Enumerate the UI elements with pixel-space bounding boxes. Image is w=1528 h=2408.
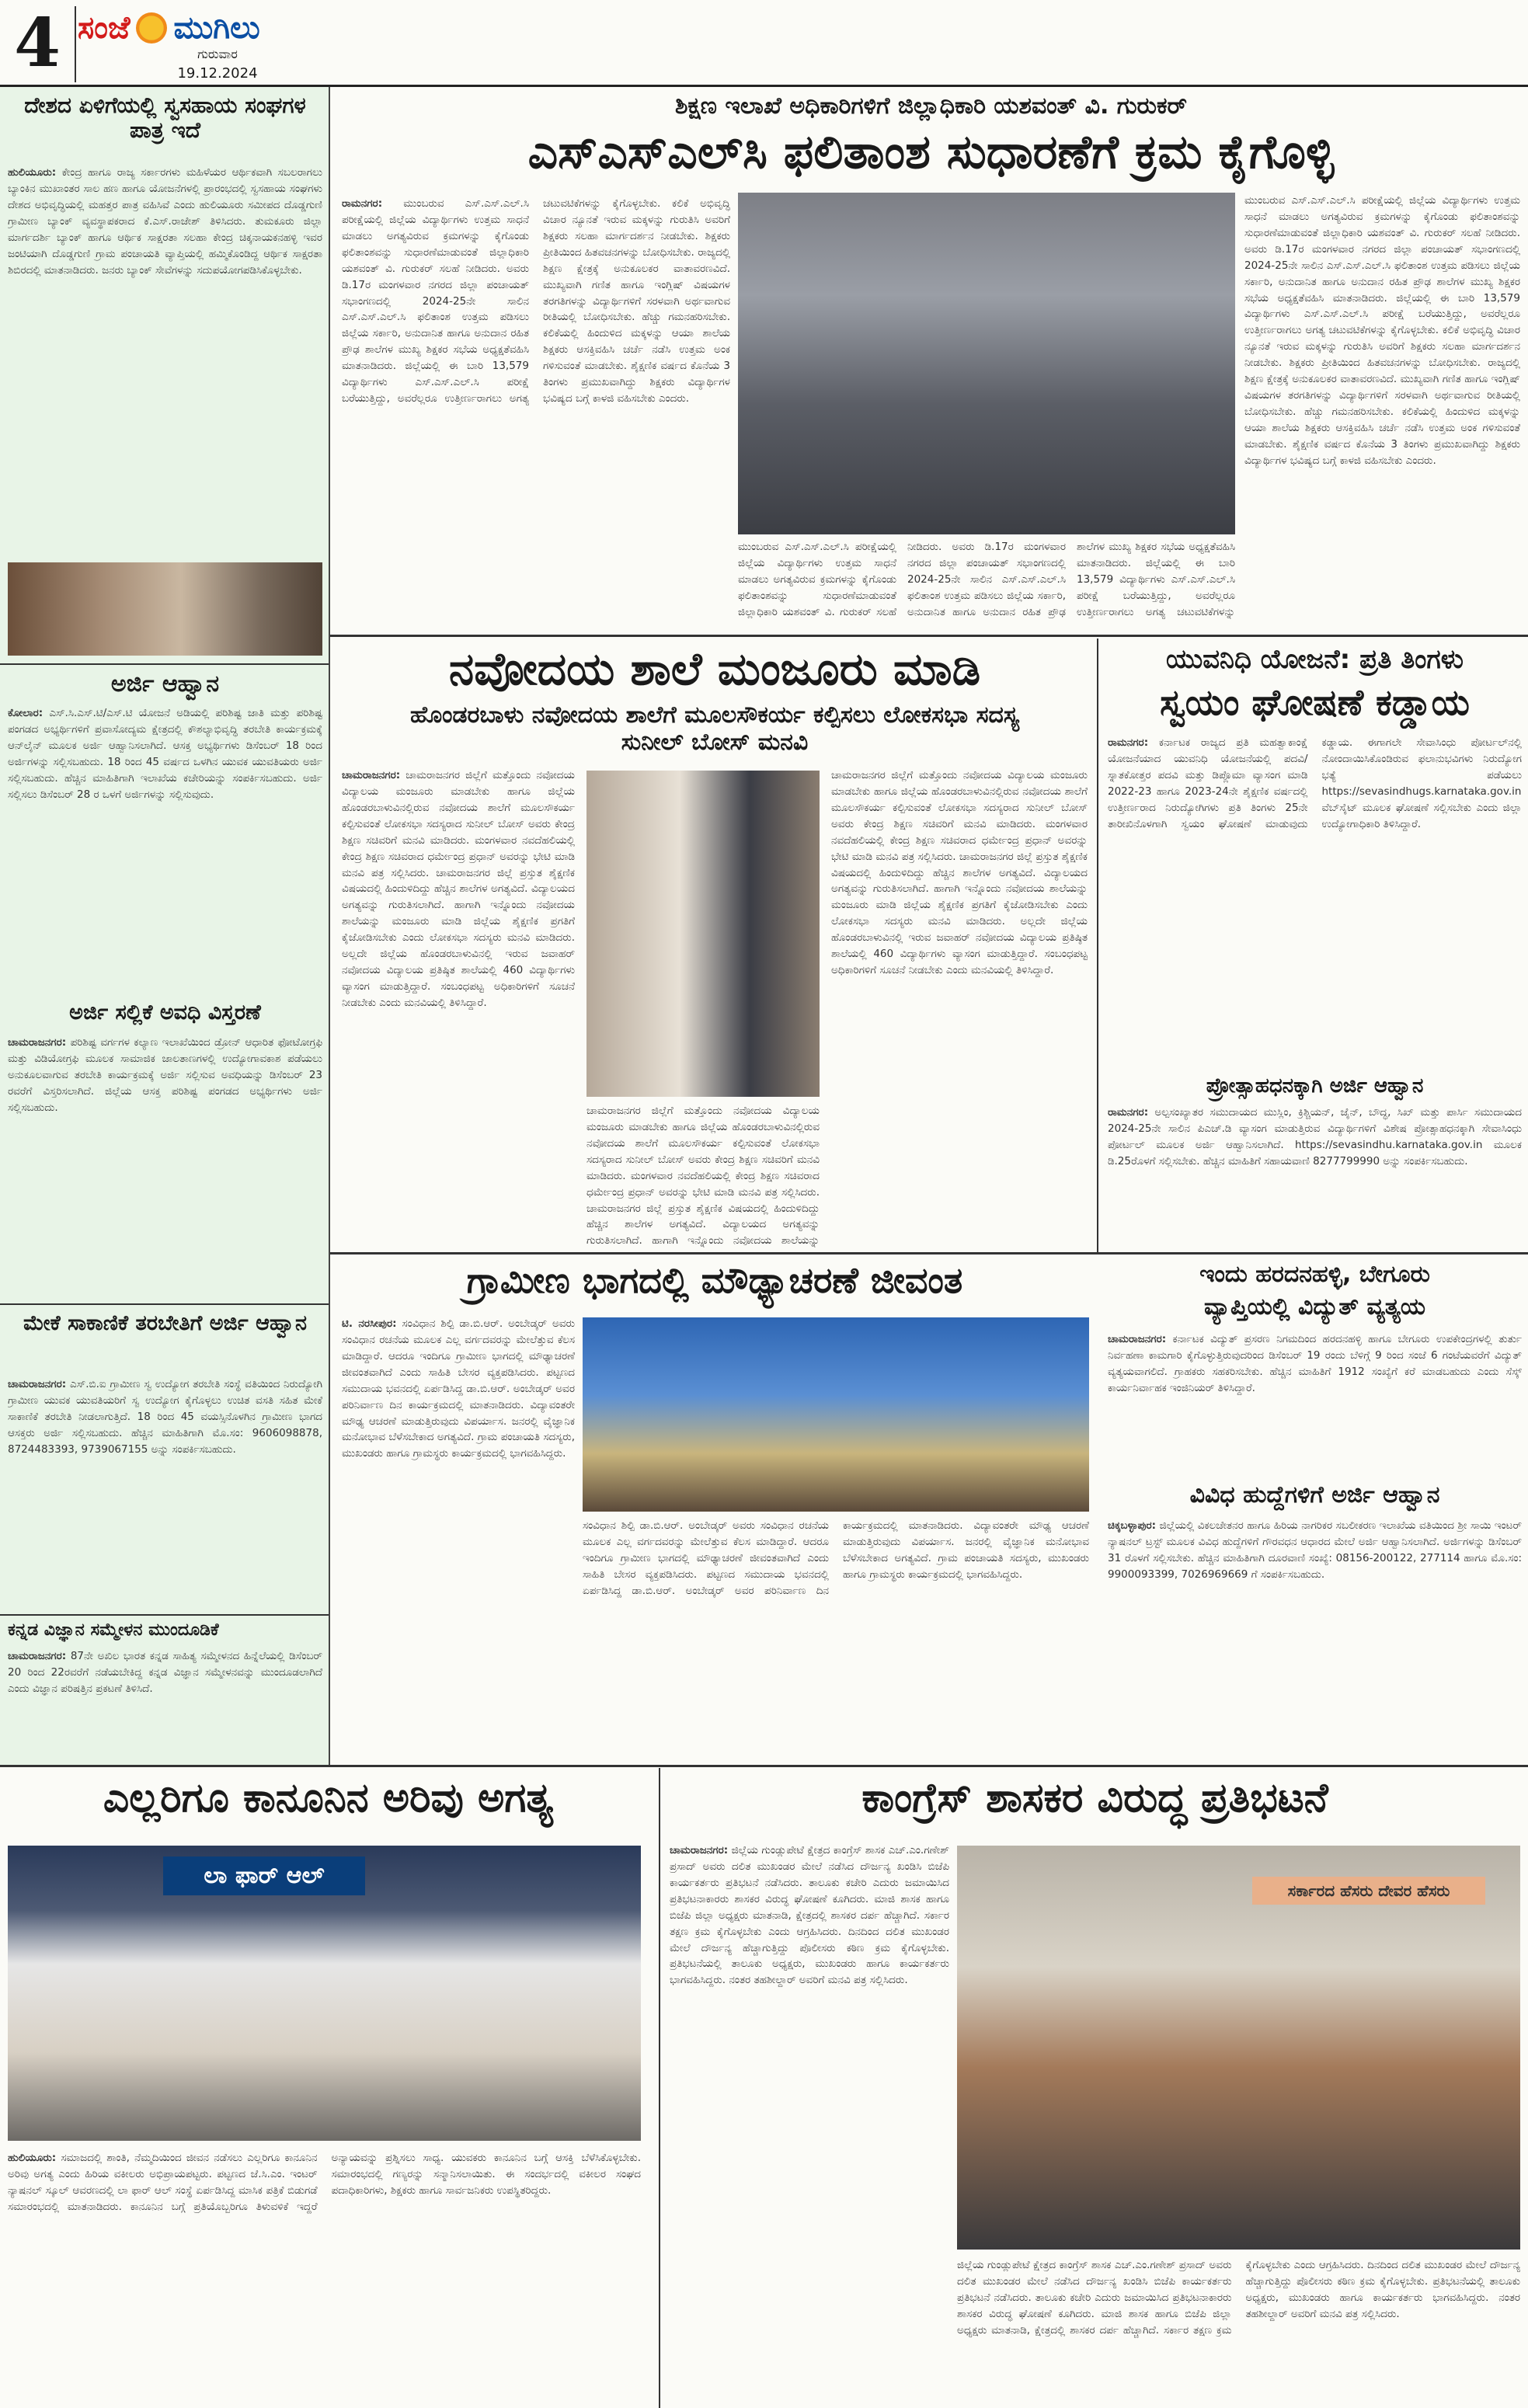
headline-line-1: ಇಂದು ಹರದನಹಳ್ಳಿ, ಬೇಗೂರು xyxy=(1199,1261,1430,1288)
divider xyxy=(1097,639,1098,1252)
headline-line-2: ಸ್ವಯಂ ಘೋಷಣೆ ಕಡ್ಡಾಯ xyxy=(1160,682,1470,723)
logo-word-2: ಮುಗಿಲು xyxy=(173,10,260,46)
article-body: 87ನೇ ಅಖಿಲ ಭಾರತ ಕನ್ನಡ ಸಾಹಿತ್ಯ ಸಮ್ಮೇಳನದ ಹಿನ್ನೆಲೆಯಲ್ಲಿ ಡಿಸೆಂಬರ್ 20 ರಿಂದ 22ರವರೆಗೆ ನಡೆಯಬೇಕಿದ್ದ ಕನ್ನಡ ವಿಜ್ಞಾನ ಸಮ್ಮೇಳನವನ್ನು ಮುಂದೂಡಲಾಗಿದೆ ಎಂದು ವಿಜ್ಞಾನ ಪರಿಷತ್ತಿನ ಪ್ರಕಟಣೆ ತಿಳಿಸಿದೆ. xyxy=(8,1650,322,1695)
divider xyxy=(0,1765,1528,1767)
article-body: ಮುಂಬರುವ ಎಸ್.ಎಸ್.ಎಲ್.ಸಿ ಪರೀಕ್ಷೆಯಲ್ಲಿ ಜಿಲ್ಲೆಯ ವಿದ್ಯಾರ್ಥಿಗಳು ಉತ್ತಮ ಸಾಧನೆ ಮಾಡಲು ಅಗತ್ಯವಿರುವ ಕ್ರಮಗಳನ್ನು ಕೈಗೊಂಡು ಫಲಿತಾಂಶವನ್ನು ಸುಧಾರಣೆಮಾಡುವಂತೆ ಜಿಲ್ಲಾಧಿಕಾರಿ ಯಶವಂತ್ ವಿ. ಗುರುಕರ್ ಸಲಹೆ ನೀಡಿದರು. ಅವರು ಡಿ.17ರ ಮಂಗಳವಾರ ನಗರದ ಜಿಲ್ಲಾ ಪಂಚಾಯತ್ ಸಭಾಂಗಣದಲ್ಲಿ 2024-25ನೇ ಸಾಲಿನ ಎಸ್.ಎಸ್.ಎಲ್.ಸಿ ಫಲಿತಾಂಶ ಉತ್ತಮ ಪಡಿಸಲು ಜಿಲ್ಲೆಯ ಸರ್ಕಾರಿ, ಅನುದಾನಿತ ಹಾಗೂ ಅನುದಾನ ರಹಿತ ಪ್ರೌಢ ಶಾಲೆಗಳ ಮುಖ್ಯ ಶಿಕ್ಷಕರ ಸಭೆಯ ಅಧ್ಯಕ್ಷತೆವಹಿಸಿ ಮಾತನಾಡಿದರು. ಜಿಲ್ಲೆಯಲ್ಲಿ ಈ ಬಾರಿ 13,579 ವಿದ್ಯಾರ್ಥಿಗಳು ಎಸ್.ಎಸ್.ಎಲ್.ಸಿ ಪರೀಕ್ಷೆ ಬರೆಯುತ್ತಿದ್ದು, ಅವರೆಲ್ಲರೂ ಉತ್ತೀರ್ಣರಾಗಲು ಅಗತ್ಯ ಚಟುವಟಿಕೆಗಳನ್ನು ಕೈಗೊಳ್ಳಬೇಕು. ಕಲಿಕೆ ಅಭಿವೃದ್ಧಿ ವಿಚಾರ ನ್ಯೂನತೆ ಇರುವ ಮಕ್ಕಳನ್ನು ಗುರುತಿಸಿ ಅವರಿಗೆ ಶಿಕ್ಷಕರು ಸಲಹಾ ಮಾರ್ಗದರ್ಶನ ನೀಡಬೇಕು. ಶಿಕ್ಷಕರು ಪ್ರೀತಿಯಿಂದ ಹಿತವಚನಗಳನ್ನು ಬೋಧಿಸಬೇಕು. ರಾಜ್ಯದಲ್ಲಿ ಶಿಕ್ಷಣ ಕ್ಷೇತ್ರಕ್ಕೆ ಅನುಕೂಲಕರ ವಾತಾವರಣವಿದೆ. ಮುಖ್ಯವಾಗಿ ಗಣಿತ ಹಾಗೂ ಇಂಗ್ಲಿಷ್ ವಿಷಯಗಳ ತರಗತಿಗಳನ್ನು ವಿದ್ಯಾರ್ಥಿಗಳಿಗೆ ಸರಳವಾಗಿ ಅರ್ಥವಾಗುವ ರೀತಿಯಲ್ಲಿ ಬೋಧಿಸಬೇಕು. ಹೆಚ್ಚು ಗಮನಹರಿಸಬೇಕು. ಕಲಿಕೆಯಲ್ಲಿ ಹಿಂದುಳಿದ ಮಕ್ಕಳನ್ನು ಆಯಾ ಶಾಲೆಯ ಶಿಕ್ಷಕರು ಆಸಕ್ತಿವಹಿಸಿ ಚರ್ಚೆ ನಡೆಸಿ ಉತ್ತಮ ಅಂಕ ಗಳಿಸುವಂತೆ ಮಾಡಬೇಕು. ಶೈಕ್ಷಣಿಕ ವರ್ಷದ ಕೊನೆಯ 3 ತಿಂಗಳು ಪ್ರಮುಖವಾಗಿದ್ದು ಶಿಕ್ಷಕರು ವಿದ್ಯಾರ್ಥಿಗಳ ಭವಿಷ್ಯದ ಬಗ್ಗೆ ಕಾಳಜಿ ವಹಿಸಬೇಕು ಎಂದರು. xyxy=(342,197,730,405)
dateline: ಚಾಮರಾಜನಗರ: xyxy=(8,1378,67,1390)
masthead-divider xyxy=(75,6,76,82)
dateline: ಕೋಲಾರ: xyxy=(8,707,44,719)
article-title: ಅರ್ಜಿ ಸಲ್ಲಿಕೆ ಅವಧಿ ವಿಸ್ತರಣೆ xyxy=(69,1000,261,1025)
newspaper-logo xyxy=(78,6,311,50)
issue-date: 19.12.2024 xyxy=(177,65,258,82)
divider xyxy=(0,1614,330,1616)
article-title: ಅರ್ಜಿ ಆಹ್ವಾನ xyxy=(110,671,220,698)
article-title: ವಿವಿಧ ಹುದ್ದೆಗಳಿಗೆ ಅರ್ಜಿ ಆಹ್ವಾನ xyxy=(1189,1482,1440,1508)
article-title: ದೇಶದ ಏಳಿಗೆಯಲ್ಲಿ ಸ್ವಸಹಾಯ ಸಂಘಗಳ ಪಾತ್ರ ಇದೆ xyxy=(24,93,306,144)
article-body: ಎಸ್.ಬಿ.ಐ ಗ್ರಾಮೀಣ ಸ್ವ ಉದ್ಯೋಗ ತರಬೇತಿ ಸಂಸ್ಥೆ ವತಿಯಿಂದ ನಿರುದ್ಯೋಗಿ ಗ್ರಾಮೀಣ ಯುವಕ ಯುವತಿಯರಿಗೆ ಸ್ವ ಉದ್ಯೋಗ ಕೈಗೊಳ್ಳಲು ಉಚಿತ ವಸತಿ ಸಹಿತ ಮೇಕೆ ಸಾಕಾಣಿಕೆ ತರಬೇತಿ ನೀಡಲಾಗುತ್ತಿದೆ. 18 ರಿಂದ 45 ವಯಸ್ಸಿನೊಳಗಿನ ಗ್ರಾಮೀಣ ಭಾಗದ ಆಸಕ್ತರು ಅರ್ಜಿ ಸಲ್ಲಿಸಬಹುದು. ಹೆಚ್ಚಿನ ಮಾಹಿತಿಗಾಗಿ ಮೊ.ಸಂ: 9606098878, 8724483393, 9739067155 ಅನ್ನು ಸಂಪರ್ಕಿಸಬಹುದು. xyxy=(8,1378,322,1456)
article-title: ಮೇಕೆ ಸಾಕಾಣಿಕೆ ತರಬೇತಿಗೆ ಅರ್ಜಿ ಆಹ್ವಾನ xyxy=(23,1311,307,1335)
dateline: ಹುಲಿಯೂರು: xyxy=(8,2152,57,2164)
dateline: ಚಾಮರಾಜನಗರ: xyxy=(1108,1333,1167,1345)
article-body: ಜಿಲ್ಲೆಯಲ್ಲಿ ವಿಕಲಚೇತನರ ಹಾಗೂ ಹಿರಿಯ ನಾಗರಿಕರ ಸಬಲೀಕರಣ ಇಲಾಖೆಯ ವತಿಯಿಂದ ಶ್ರೀ ಸಾಯಿ ಇಂಟರ್ ನ್ಯಾಷನಲ್ ಟ್ರಸ್ಟ್ ಮೂಲಕ ವಿವಿಧ ಹುದ್ದೆಗಳಿಗೆ ಗೌರವಧನ ಆಧಾರದ ಮೇಲೆ ಅರ್ಜಿ ಆಹ್ವಾನಿಸಲಾಗಿದೆ. ಅರ್ಜಿಗಳನ್ನು ಡಿಸೆಂಬರ್ 31 ರೊಳಗೆ ಸಲ್ಲಿಸಬೇಕು. ಹೆಚ್ಚಿನ ಮಾಹಿತಿಗಾಗಿ ದೂರವಾಣಿ ಸಂಖ್ಯೆ: 08156-200122, 277114 ಹಾಗೂ ಮೊ.ಸಂ: 9900093399, 7026969669 ಗೆ ಸಂಪರ್ಕಿಸಬಹುದು. xyxy=(1108,1519,1522,1581)
protsaha-story xyxy=(1102,1074,1528,1252)
weekday: ಗುರುವಾರ xyxy=(197,47,238,61)
sun-icon xyxy=(136,12,167,43)
article-body-continued: ಚಾಮರಾಜನಗರ ಜಿಲ್ಲೆಗೆ ಮತ್ತೊಂದು ನವೋದಯ ವಿದ್ಯಾಲಯ ಮಂಜೂರು ಮಾಡಬೇಕು ಹಾಗೂ ಜಿಲ್ಲೆಯ ಹೊಂಡರಬಾಳುವಿನಲ್ಲಿರುವ ನವೋದಯ ಶಾಲೆಗೆ ಮೂಲಸೌಕರ್ಯ ಕಲ್ಪಿಸುವಂತೆ ಲೋಕಸಭಾ ಸದಸ್ಯರಾದ ಸುನೀಲ್ ಬೋಸ್ ಅವರು ಕೇಂದ್ರ ಶಿಕ್ಷಣ ಸಚಿವರಿಗೆ ಮನವಿ ಮಾಡಿದರು. ಮಂಗಳವಾರ ನವದೆಹಲಿಯಲ್ಲಿ ಕೇಂದ್ರ ಶಿಕ್ಷಣ ಸಚಿವರಾದ ಧರ್ಮೇಂದ್ರ ಪ್ರಧಾನ್ ಅವರನ್ನು ಭೇಟಿ ಮಾಡಿ ಮನವಿ ಪತ್ರ ಸಲ್ಲಿಸಿದರು. ಚಾಮರಾಜನಗರ ಜಿಲ್ಲೆ ಪ್ರಸ್ತುತ ಶೈಕ್ಷಣಿಕ ವಿಷಯದಲ್ಲಿ ಹಿಂದುಳಿದಿದ್ದು ಹೆಚ್ಚಿನ ಶಾಲೆಗಳ ಅಗತ್ಯವಿದೆ. ವಿದ್ಯಾಲಯದ ಅಗತ್ಯವನ್ನು ಗುರುತಿಸಲಾಗಿದೆ. ಹಾಗಾಗಿ ಇನ್ನೊಂದು ನವೋದಯ ಶಾಲೆಯನ್ನು xyxy=(586,1105,820,1247)
headline: ಗ್ರಾಮೀಣ ಭಾಗದಲ್ಲಿ ಮೌಢ್ಯಾಚರಣೆ ಜೀವಂತ xyxy=(466,1260,963,1301)
dateline: ರಾಮನಗರ: xyxy=(1108,736,1149,749)
dateline: ಹುಲಿಯೂರು: xyxy=(8,166,57,179)
article-title: ಕನ್ನಡ ವಿಜ್ಞಾನ ಸಮ್ಮೇಳನ ಮುಂದೂಡಿಕೆ xyxy=(8,1620,219,1640)
divider xyxy=(0,1303,330,1305)
headline: ನವೋದಯ ಶಾಲೆ ಮಂಜೂರು ಮಾಡಿ xyxy=(448,643,981,695)
yuvanidhi-story xyxy=(1102,639,1528,1074)
kicker: ಶಿಕ್ಷಣ ಇಲಾಖೆ ಅಧಿಕಾರಿಗಳಿಗೆ ಜಿಲ್ಲಾಧಿಕಾರಿ ಯಶವಂತ್ ವಿ. ಗುರುಕರ್ xyxy=(674,93,1188,120)
top-story-photo xyxy=(738,193,1235,534)
article-body: ಎಸ್.ಸಿ.ಎಸ್.ಟಿ/ಎಸ್.ಟಿ ಯೋಜನೆ ಅಡಿಯಲ್ಲಿ ಪರಿಶಿಷ್ಟ ಜಾತಿ ಮತ್ತು ಪರಿಶಿಷ್ಟ ಪಂಗಡದ ಅಭ್ಯರ್ಥಿಗಳಿಗೆ ಪ್ರವಾಸೋದ್ಯಮ ಕ್ಷೇತ್ರದಲ್ಲಿ ಕೌಶಲ್ಯಾಭಿವೃದ್ಧಿ ತರಬೇತಿ ಕಾರ್ಯಕ್ರಮಕ್ಕೆ ಆನ್‌ಲೈನ್ ಮೂಲಕ ಅರ್ಜಿ ಆಹ್ವಾನಿಸಲಾಗಿದೆ. ಆಸಕ್ತ ಅಭ್ಯರ್ಥಿಗಳು ಡಿಸೆಂಬರ್ 18 ರಿಂದ ಅರ್ಜಿಗಳನ್ನು ಸಲ್ಲಿಸಬಹುದು. 18 ರಿಂದ 45 ವರ್ಷದ ಒಳಗಿನ ಯುವಕ ಯುವತಿಯರು ಅರ್ಜಿ ಸಲ್ಲಿಸಬಹುದು. ಹೆಚ್ಚಿನ ಮಾಹಿತಿಗಾಗಿ ಇಲಾಖೆಯ ಕಚೇರಿಯನ್ನು ಸಂಪರ್ಕಿಸಬಹುದು. ಅರ್ಜಿ ಸಲ್ಲಿಸಲು ಡಿಸೆಂಬರ್ 28 ರ ಒಳಗೆ ಅರ್ಜಿಗಳನ್ನು ಸಲ್ಲಿಸುವುದು. xyxy=(8,707,322,801)
protest-photo xyxy=(957,1846,1520,2250)
headline: ಕಾಂಗ್ರೆಸ್ ಶಾಸಕರ ವಿರುದ್ಧ ಪ್ರತಿಭಟನೆ xyxy=(861,1776,1328,1822)
page-number: 4 xyxy=(14,5,61,82)
article-body: ಪರಿಶಿಷ್ಟ ವರ್ಗಗಳ ಕಲ್ಯಾಣ ಇಲಾಖೆಯಿಂದ ಡ್ರೋನ್ ಆಧಾರಿತ ಫೋಟೋಗ್ರಫಿ ಮತ್ತು ವಿಡಿಯೋಗ್ರಫಿ ಮೂಲಕ ಸಾಮಾಜಿಕ ಜಾಲತಾಣಗಳಲ್ಲಿ ಉದ್ಯೋಗಾವಕಾಶ ಪಡೆಯಲು ಅನುಕೂಲವಾಗುವ ತರಬೇತಿ ಕಾರ್ಯಕ್ರಮಕ್ಕೆ ಅರ್ಜಿ ಸಲ್ಲಿಸುವ ಅವಧಿಯನ್ನು ಡಿಸೆಂಬರ್ 23 ರವರೆಗೆ ವಿಸ್ತರಿಸಲಾಗಿದೆ. ಜಿಲ್ಲೆಯ ಆಸಕ್ತ ಪರಿಶಿಷ್ಟ ಪಂಗಡದ ಅಭ್ಯರ್ಥಿಗಳು ಅರ್ಜಿ ಸಲ್ಲಿಸಬಹುದು. xyxy=(8,1036,322,1114)
headline-line-1: ಯುವನಿಧಿ ಯೋಜನೆ: ಪ್ರತಿ ತಿಂಗಳು xyxy=(1166,645,1464,675)
dateline: ಚಿಕ್ಕಬಳ್ಳಾಪುರ: xyxy=(1108,1519,1157,1532)
law-story xyxy=(0,1768,656,2408)
divider xyxy=(0,663,330,665)
article-body: ಅಲ್ಪಸಂಖ್ಯಾತರ ಸಮುದಾಯದ ಮುಸ್ಲಿಂ, ಕ್ರಿಶ್ಚಿಯನ್, ಜೈನ್, ಬೌದ್ಧ, ಸಿಖ್ ಮತ್ತು ಪಾರ್ಸಿ ಸಮುದಾಯದ 2024-25ನೇ ಸಾಲಿನ ಪಿಎಚ್.ಡಿ ವ್ಯಾಸಂಗ ಮಾಡುತ್ತಿರುವ ವಿದ್ಯಾರ್ಥಿಗಳಿಗೆ ವಿಶೇಷ ಪ್ರೋತ್ಸಾಹಧನಕ್ಕಾಗಿ ಸೇವಾಸಿಂಧು ಪೋರ್ಟಲ್ ಮೂಲಕ ಅರ್ಜಿ ಆಹ್ವಾನಿಸಲಾಗಿದೆ. https://sevasindhu.karnataka.gov.in ಮೂಲಕ ಡಿ.25ರೊಳಗೆ ಸಲ್ಲಿಸಬೇಕು. ಹೆಚ್ಚಿನ ಮಾಹಿತಿಗೆ ಸಹಾಯವಾಣಿ 8277799990 ಅನ್ನು ಸಂಪರ್ಕಿಸಬಹುದು. xyxy=(1108,1106,1522,1167)
left-column xyxy=(0,87,330,1765)
dateline: ರಾಮನಗರ: xyxy=(1108,1106,1149,1119)
divider xyxy=(659,1768,660,2408)
article-body: ಕರ್ನಾಟಕ ವಿದ್ಯುತ್ ಪ್ರಸರಣ ನಿಗಮದಿಂದ ಹರದನಹಳ್ಳಿ ಹಾಗೂ ಬೇಗೂರು ಉಪಕೇಂದ್ರಗಳಲ್ಲಿ ತುರ್ತು ನಿರ್ವಹಣಾ ಕಾಮಗಾರಿ ಕೈಗೊಳ್ಳುತ್ತಿರುವುದರಿಂದ ಡಿಸೆಂಬರ್ 19 ರಂದು ಬೆಳಿಗ್ಗೆ 9 ರಿಂದ ಸಂಜೆ 6 ಗಂಟೆಯವರೆಗೆ ವಿದ್ಯುತ್ ವ್ಯತ್ಯಯವಾಗಲಿದೆ. ಗ್ರಾಹಕರು ಸಹಕರಿಸಬೇಕು. ಹೆಚ್ಚಿನ ಮಾಹಿತಿಗೆ 1912 ಸಂಖ್ಯೆಗೆ ಕರೆ ಮಾಡಬಹುದು ಎಂದು ಸೆಸ್ಕ್ ಕಾರ್ಯನಿರ್ವಾಹಕ ಇಂಜಿನಿಯರ್ ತಿಳಿಸಿದ್ದಾರೆ. xyxy=(1108,1333,1522,1394)
article-body-continued: ಮುಂಬರುವ ಎಸ್.ಎಸ್.ಎಲ್.ಸಿ ಪರೀಕ್ಷೆಯಲ್ಲಿ ಜಿಲ್ಲೆಯ ವಿದ್ಯಾರ್ಥಿಗಳು ಉತ್ತಮ ಸಾಧನೆ ಮಾಡಲು ಅಗತ್ಯವಿರುವ ಕ್ರಮಗಳನ್ನು ಕೈಗೊಂಡು ಫಲಿತಾಂಶವನ್ನು ಸುಧಾರಣೆಮಾಡುವಂತೆ ಜಿಲ್ಲಾಧಿಕಾರಿ ಯಶವಂತ್ ವಿ. ಗುರುಕರ್ ಸಲಹೆ ನೀಡಿದರು. ಅವರು ಡಿ.17ರ ಮಂಗಳವಾರ ನಗರದ ಜಿಲ್ಲಾ ಪಂಚಾಯತ್ ಸಭಾಂಗಣದಲ್ಲಿ 2024-25ನೇ ಸಾಲಿನ ಎಸ್.ಎಸ್.ಎಲ್.ಸಿ ಫಲಿತಾಂಶ ಉತ್ತಮ ಪಡಿಸಲು ಜಿಲ್ಲೆಯ ಸರ್ಕಾರಿ, ಅನುದಾನಿತ ಹಾಗೂ ಅನುದಾನ ರಹಿತ ಪ್ರೌಢ ಶಾಲೆಗಳ ಮುಖ್ಯ ಶಿಕ್ಷಕರ ಸಭೆಯ ಅಧ್ಯಕ್ಷತೆವಹಿಸಿ ಮಾತನಾಡಿದರು. ಜಿಲ್ಲೆಯಲ್ಲಿ ಈ ಬಾರಿ 13,579 ವಿದ್ಯಾರ್ಥಿಗಳು ಎಸ್.ಎಸ್.ಎಲ್.ಸಿ ಪರೀಕ್ಷೆ ಬರೆಯುತ್ತಿದ್ದು, ಅವರೆಲ್ಲರೂ ಉತ್ತೀರ್ಣರಾಗಲು ಅಗತ್ಯ ಚಟುವಟಿಕೆಗಳನ್ನು ಕೈಗೊಳ್ಳಬೇಕು. ಕಲಿಕೆ ಅಭಿವೃದ್ಧಿ ವಿಚಾರ ನ್ಯೂನತೆ ಇರುವ ಮಕ್ಕಳನ್ನು ಗುರುತಿಸಿ ಅವರಿಗೆ ಶಿಕ್ಷಕರು ಸಲಹಾ ಮಾರ್ಗದರ್ಶನ ನೀಡಬೇಕು. ಶಿಕ್ಷಕರು ಪ್ರೀತಿಯಿಂದ ಹಿತವಚನಗಳನ್ನು ಬೋಧಿಸಬೇಕು. ರಾಜ್ಯದಲ್ಲಿ ಶಿಕ್ಷಣ ಕ್ಷೇತ್ರಕ್ಕೆ ಅನುಕೂಲಕರ ವಾತಾವರಣವಿದೆ. ಮುಖ್ಯವಾಗಿ ಗಣಿತ ಹಾಗೂ ಇಂಗ್ಲಿಷ್ ವಿಷಯಗಳ ತರಗತಿಗಳನ್ನು ವಿದ್ಯಾರ್ಥಿಗಳಿಗೆ ಸರಳವಾಗಿ ಅರ್ಥವಾಗುವ ರೀತಿಯಲ್ಲಿ ಬೋಧಿಸಬೇಕು. ಹೆಚ್ಚು ಗಮನಹರಿಸಬೇಕು. ಕಲಿಕೆಯಲ್ಲಿ ಹಿಂದುಳಿದ ಮಕ್ಕಳನ್ನು ಆಯಾ ಶಾಲೆಯ ಶಿಕ್ಷಕರು ಆಸಕ್ತಿವಹಿಸಿ ಚರ್ಚೆ ನಡೆಸಿ ಉತ್ತಮ ಅಂಕ ಗಳಿಸುವಂತೆ ಮಾಡಬೇಕು. ಶೈಕ್ಷಣಿಕ ವರ್ಷದ ಕೊನೆಯ 3 ತಿಂಗಳು ಪ್ರಮುಖವಾಗಿದ್ದು ಶಿಕ್ಷಕರು ವಿದ್ಯಾರ್ಥಿಗಳ ಭವಿಷ್ಯದ ಬಗ್ಗೆ ಕಾಳಜಿ ವಹಿಸಬೇಕು ಎಂದರು. xyxy=(1244,194,1520,467)
dateline: ಚಾಮರಾಜನಗರ: xyxy=(670,1844,729,1856)
headline: ಎಲ್ಲರಿಗೂ ಕಾನೂನಿನ ಅರಿವು ಅಗತ್ಯ xyxy=(103,1776,554,1822)
dateline: ಚಾಮರಾಜನಗರ: xyxy=(8,1650,67,1662)
article-body: ಸಂವಿಧಾನ ಶಿಲ್ಪಿ ಡಾ.ಬಿ.ಆರ್. ಅಂಬೇಡ್ಕರ್ ಅವರು ಸಂವಿಧಾನ ರಚನೆಯ ಮೂಲಕ ಎಲ್ಲ ವರ್ಗದವರನ್ನು ಮೇಲೆತ್ತುವ ಕೆಲಸ ಮಾಡಿದ್ದಾರೆ. ಆದರೂ ಇಂದಿಗೂ ಗ್ರಾಮೀಣ ಭಾಗದಲ್ಲಿ ಮೌಢ್ಯಾಚರಣೆ ಜೀವಂತವಾಗಿದೆ ಎಂದು ಸಾಹಿತಿ ಬೇಸರ ವ್ಯಕ್ತಪಡಿಸಿದರು. ಪಟ್ಟಣದ ಸಮುದಾಯ ಭವನದಲ್ಲಿ ಏರ್ಪಡಿಸಿದ್ದ ಡಾ.ಬಿ.ಆರ್. ಅಂಬೇಡ್ಕರ್ ಅವರ ಪರಿನಿರ್ವಾಣ ದಿನ ಕಾರ್ಯಕ್ರಮದಲ್ಲಿ ಮಾತನಾಡಿದರು. ವಿದ್ಯಾವಂತರೇ ಮೌಢ್ಯ ಆಚರಣೆ ಮಾಡುತ್ತಿರುವುದು ವಿಪರ್ಯಾಸ. ಜನರಲ್ಲಿ ವೈಜ್ಞಾನಿಕ ಮನೋಭಾವ ಬೆಳೆಸಬೇಕಾದ ಅಗತ್ಯವಿದೆ. ಗ್ರಾಮ ಪಂಚಾಯತಿ ಸದಸ್ಯರು, ಮುಖಂಡರು ಹಾಗೂ ಗ್ರಾಮಸ್ಥರು ಕಾರ್ಯಕ್ರಮದಲ್ಲಿ ಭಾಗವಹಿಸಿದ್ದರು. xyxy=(342,1317,575,1460)
navodaya-story xyxy=(334,639,1095,1252)
mouddhya-story xyxy=(334,1255,1095,1765)
article-body-continued: ಮುಂಬರುವ ಎಸ್.ಎಸ್.ಎಲ್.ಸಿ ಪರೀಕ್ಷೆಯಲ್ಲಿ ಜಿಲ್ಲೆಯ ವಿದ್ಯಾರ್ಥಿಗಳು ಉತ್ತಮ ಸಾಧನೆ ಮಾಡಲು ಅಗತ್ಯವಿರುವ ಕ್ರಮಗಳನ್ನು ಕೈಗೊಂಡು ಫಲಿತಾಂಶವನ್ನು ಸುಧಾರಣೆಮಾಡುವಂತೆ ಜಿಲ್ಲಾಧಿಕಾರಿ ಯಶವಂತ್ ವಿ. ಗುರುಕರ್ ಸಲಹೆ ನೀಡಿದರು. ಅವರು ಡಿ.17ರ ಮಂಗಳವಾರ ನಗರದ ಜಿಲ್ಲಾ ಪಂಚಾಯತ್ ಸಭಾಂಗಣದಲ್ಲಿ 2024-25ನೇ ಸಾಲಿನ ಎಸ್.ಎಸ್.ಎಲ್.ಸಿ ಫಲಿತಾಂಶ ಉತ್ತಮ ಪಡಿಸಲು ಜಿಲ್ಲೆಯ ಸರ್ಕಾರಿ, ಅನುದಾನಿತ ಹಾಗೂ ಅನುದಾನ ರಹಿತ ಪ್ರೌಢ ಶಾಲೆಗಳ ಮುಖ್ಯ ಶಿಕ್ಷಕರ ಸಭೆಯ ಅಧ್ಯಕ್ಷತೆವಹಿಸಿ ಮಾತನಾಡಿದರು. ಜಿಲ್ಲೆಯಲ್ಲಿ ಈ ಬಾರಿ 13,579 ವಿದ್ಯಾರ್ಥಿಗಳು ಎಸ್.ಎಸ್.ಎಲ್.ಸಿ ಪರೀಕ್ಷೆ ಬರೆಯುತ್ತಿದ್ದು, ಅವರೆಲ್ಲರೂ ಉತ್ತೀರ್ಣರಾಗಲು ಅಗತ್ಯ ಚಟುವಟಿಕೆಗಳನ್ನು xyxy=(738,541,1235,618)
mouddhya-photo xyxy=(583,1317,1089,1512)
headline: ಎಸ್‌ಎಸ್‌ಎಲ್‌ಸಿ ಫಲಿತಾಂಶ ಸುಧಾರಣೆಗೆ ಕ್ರಮ ಕೈಗೊಳ್ಳಿ xyxy=(527,126,1335,179)
banner-text: ಲಾ ಫಾರ್ ಆಲ್ xyxy=(163,1856,365,1895)
article-body: ಕೇಂದ್ರ ಹಾಗೂ ರಾಜ್ಯ ಸರ್ಕಾರಗಳು ಮಹಿಳೆಯರ ಆರ್ಥಿಕವಾಗಿ ಸಬಲರಾಗಲು ಬ್ಯಾಂಕಿನ ಮುಖಾಂತರ ಸಾಲ ಹಣ ಹಾಗೂ ಯೋಜನೆಗಳಲ್ಲಿ ಪ್ರಾರಂಭದಲ್ಲಿ ಸ್ವಸಹಾಯ ಸಂಘಗಳು ದೇಶದ ಅಭಿವೃದ್ಧಿಯಲ್ಲಿ ಮಹತ್ತರ ಪಾತ್ರ ವಹಿಸಿವೆ ಎಂದು ಹುಲಿಯೂರು ಸಮೀಪದ ದೊಡ್ಡಗುಣಿ ಗ್ರಾಮೀಣ ಬ್ಯಾಂಕ್ ವ್ಯವಸ್ಥಾಪಕರಾದ ಕೆ.ಎಸ್.ರಾಜೇಶ್ ತಿಳಿಸಿದರು. ತುಮಕೂರು ಜಿಲ್ಲಾ ಮಾರ್ಗದರ್ಶಿ ಬ್ಯಾಂಕ್ ಹಾಗೂ ಆರ್ಥಿಕ ಸಾಕ್ಷರತಾ ಸಲಹಾ ಕೇಂದ್ರ ಚಿಕ್ಕನಾಯಕನಹಳ್ಳಿ ಇವರ ಜಂಟಿಯಾಗಿ ದೊಡ್ಡಗುಣಿ ಗ್ರಾಮ ಪಂಚಾಯತಿ ವ್ಯಾಪ್ತಿಯಲ್ಲಿ ಹಮ್ಮಿಕೊಂಡಿದ್ದ ಆರ್ಥಿಕ ಸಾಕ್ಷರತಾ ಶಿಬಿರದಲ್ಲಿ ಮಾತನಾಡಿದರು. ಜನರು ಬ್ಯಾಂಕ್ ಸೇವೆಗಳನ್ನು ಸದುಪಯೋಗಪಡಿಸಿಕೊಳ್ಳಬೇಕು. xyxy=(8,166,322,277)
article-body: ಸಮಾಜದಲ್ಲಿ ಶಾಂತಿ, ನೆಮ್ಮದಿಯಿಂದ ಜೀವನ ನಡೆಸಲು ಎಲ್ಲರಿಗೂ ಕಾನೂನಿನ ಅರಿವು ಅಗತ್ಯ ಎಂದು ಹಿರಿಯ ವಕೀಲರು ಅಭಿಪ್ರಾಯಪಟ್ಟರು. ಪಟ್ಟಣದ ಜೆ.ಸಿ.ಎಂ. ಇಂಟರ್ ನ್ಯಾಷನಲ್ ಸ್ಕೂಲ್ ಆವರಣದಲ್ಲಿ ಲಾ ಫಾರ್ ಆಲ್ ಸಂಸ್ಥೆ ಏರ್ಪಡಿಸಿದ್ದ ಮಾಸಿಕ ಪತ್ರಿಕೆ ಬಿಡುಗಡೆ ಸಮಾರಂಭದಲ್ಲಿ ಮಾತನಾಡಿದರು. ಕಾನೂನಿನ ಬಗ್ಗೆ ಪ್ರತಿಯೊಬ್ಬರಿಗೂ ತಿಳುವಳಿಕೆ ಇದ್ದರೆ ಅನ್ಯಾಯವನ್ನು ಪ್ರಶ್ನಿಸಲು ಸಾಧ್ಯ. ಯುವಕರು ಕಾನೂನಿನ ಬಗ್ಗೆ ಆಸಕ್ತಿ ಬೆಳೆಸಿಕೊಳ್ಳಬೇಕು. ಸಮಾರಂಭದಲ್ಲಿ ಗಣ್ಯರನ್ನು ಸನ್ಮಾನಿಸಲಾಯಿತು. ಈ ಸಂದರ್ಭದಲ್ಲಿ ವಕೀಲರ ಸಂಘದ ಪದಾಧಿಕಾರಿಗಳು, ಶಿಕ್ಷಕರು ಹಾಗೂ ಸಾರ್ವಜನಿಕರು ಉಪಸ್ಥಿತರಿದ್ದರು. xyxy=(8,2152,641,2213)
top-story xyxy=(334,87,1528,635)
article-title: ಪ್ರೋತ್ಸಾಹಧನಕ್ಕಾಗಿ ಅರ್ಜಿ ಆಹ್ವಾನ xyxy=(1206,1075,1424,1098)
article-body: ಜಿಲ್ಲೆಯ ಗುಂಡ್ಲುಪೇಟೆ ಕ್ಷೇತ್ರದ ಕಾಂಗ್ರೆಸ್ ಶಾಸಕ ಎಚ್.ಎಂ.ಗಣೇಶ್ ಪ್ರಸಾದ್ ಅವರು ದಲಿತ ಮುಖಂಡರ ಮೇಲೆ ನಡೆಸಿದ ದೌರ್ಜನ್ಯ ಖಂಡಿಸಿ ಬಿಜೆಪಿ ಕಾರ್ಯಕರ್ತರು ಪ್ರತಿಭಟನೆ ನಡೆಸಿದರು. ತಾಲೂಕು ಕಚೇರಿ ಎದುರು ಜಮಾಯಿಸಿದ ಪ್ರತಿಭಟನಾಕಾರರು ಶಾಸಕರ ವಿರುದ್ಧ ಘೋಷಣೆ ಕೂಗಿದರು. ಮಾಜಿ ಶಾಸಕ ಹಾಗೂ ಬಿಜೆಪಿ ಜಿಲ್ಲಾ ಅಧ್ಯಕ್ಷರು ಮಾತನಾಡಿ, ಕ್ಷೇತ್ರದಲ್ಲಿ ಶಾಸಕರ ದರ್ಪ ಹೆಚ್ಚಾಗಿದೆ. ಸರ್ಕಾರ ತಕ್ಷಣ ಕ್ರಮ ಕೈಗೊಳ್ಳಬೇಕು ಎಂದು ಆಗ್ರಹಿಸಿದರು. ದಿನದಿಂದ ದಲಿತ ಮುಖಂಡರ ಮೇಲೆ ದೌರ್ಜನ್ಯ ಹೆಚ್ಚಾಗುತ್ತಿದ್ದು ಪೊಲೀಸರು ಕಠಿಣ ಕ್ರಮ ಕೈಗೊಳ್ಳಬೇಕು. ಪ್ರತಿಭಟನೆಯಲ್ಲಿ ತಾಲೂಕು ಅಧ್ಯಕ್ಷರು, ಮುಖಂಡರು ಹಾಗೂ ಕಾರ್ಯಕರ್ತರು ಭಾಗವಹಿಸಿದ್ದರು. ನಂತರ ತಹಶೀಲ್ದಾರ್ ಅವರಿಗೆ ಮನವಿ ಪತ್ರ ಸಲ್ಲಿಸಿದರು. xyxy=(670,1844,949,1987)
article-body-continued: ಸಂವಿಧಾನ ಶಿಲ್ಪಿ ಡಾ.ಬಿ.ಆರ್. ಅಂಬೇಡ್ಕರ್ ಅವರು ಸಂವಿಧಾನ ರಚನೆಯ ಮೂಲಕ ಎಲ್ಲ ವರ್ಗದವರನ್ನು ಮೇಲೆತ್ತುವ ಕೆಲಸ ಮಾಡಿದ್ದಾರೆ. ಆದರೂ ಇಂದಿಗೂ ಗ್ರಾಮೀಣ ಭಾಗದಲ್ಲಿ ಮೌಢ್ಯಾಚರಣೆ ಜೀವಂತವಾಗಿದೆ ಎಂದು ಸಾಹಿತಿ ಬೇಸರ ವ್ಯಕ್ತಪಡಿಸಿದರು. ಪಟ್ಟಣದ ಸಮುದಾಯ ಭವನದಲ್ಲಿ ಏರ್ಪಡಿಸಿದ್ದ ಡಾ.ಬಿ.ಆರ್. ಅಂಬೇಡ್ಕರ್ ಅವರ ಪರಿನಿರ್ವಾಣ ದಿನ ಕಾರ್ಯಕ್ರಮದಲ್ಲಿ ಮಾತನಾಡಿದರು. ವಿದ್ಯಾವಂತರೇ ಮೌಢ್ಯ ಆಚರಣೆ ಮಾಡುತ್ತಿರುವುದು ವಿಪರ್ಯಾಸ. ಜನರಲ್ಲಿ ವೈಜ್ಞಾನಿಕ ಮನೋಭಾವ ಬೆಳೆಸಬೇಕಾದ ಅಗತ್ಯವಿದೆ. ಗ್ರಾಮ ಪಂಚಾಯತಿ ಸದಸ್ಯರು, ಮುಖಂಡರು ಹಾಗೂ ಗ್ರಾಮಸ್ಥರು ಕಾರ್ಯಕ್ರಮದಲ್ಲಿ ಭಾಗವಹಿಸಿದ್ದರು. xyxy=(583,1519,1089,1597)
divider xyxy=(330,635,1528,637)
dateline: ಟಿ. ನರಸೀಪುರ: xyxy=(342,1317,397,1330)
dateline: ರಾಮನಗರ: xyxy=(342,197,383,210)
dateline: ಚಾಮರಾಜನಗರ: xyxy=(342,769,401,781)
article-body-continued: ಜಿಲ್ಲೆಯ ಗುಂಡ್ಲುಪೇಟೆ ಕ್ಷೇತ್ರದ ಕಾಂಗ್ರೆಸ್ ಶಾಸಕ ಎಚ್.ಎಂ.ಗಣೇಶ್ ಪ್ರಸಾದ್ ಅವರು ದಲಿತ ಮುಖಂಡರ ಮೇಲೆ ನಡೆಸಿದ ದೌರ್ಜನ್ಯ ಖಂಡಿಸಿ ಬಿಜೆಪಿ ಕಾರ್ಯಕರ್ತರು ಪ್ರತಿಭಟನೆ ನಡೆಸಿದರು. ತಾಲೂಕು ಕಚೇರಿ ಎದುರು ಜಮಾಯಿಸಿದ ಪ್ರತಿಭಟನಾಕಾರರು ಶಾಸಕರ ವಿರುದ್ಧ ಘೋಷಣೆ ಕೂಗಿದರು. ಮಾಜಿ ಶಾಸಕ ಹಾಗೂ ಬಿಜೆಪಿ ಜಿಲ್ಲಾ ಅಧ್ಯಕ್ಷರು ಮಾತನಾಡಿ, ಕ್ಷೇತ್ರದಲ್ಲಿ ಶಾಸಕರ ದರ್ಪ ಹೆಚ್ಚಾಗಿದೆ. ಸರ್ಕಾರ ತಕ್ಷಣ ಕ್ರಮ ಕೈಗೊಳ್ಳಬೇಕು ಎಂದು ಆಗ್ರಹಿಸಿದರು. ದಿನದಿಂದ ದಲಿತ ಮುಖಂಡರ ಮೇಲೆ ದೌರ್ಜನ್ಯ ಹೆಚ್ಚಾಗುತ್ತಿದ್ದು ಪೊಲೀಸರು ಕಠಿಣ ಕ್ರಮ ಕೈಗೊಳ್ಳಬೇಕು. ಪ್ರತಿಭಟನೆಯಲ್ಲಿ ತಾಲೂಕು ಅಧ್ಯಕ್ಷರು, ಮುಖಂಡರು ಹಾಗೂ ಕಾರ್ಯಕರ್ತರು ಭಾಗವಹಿಸಿದ್ದರು. ನಂತರ ತಹಶೀಲ್ದಾರ್ ಅವರಿಗೆ ಮನವಿ ಪತ್ರ ಸಲ್ಲಿಸಿದರು. xyxy=(957,2259,1520,2337)
masthead xyxy=(0,0,1528,87)
vidyut-story xyxy=(1102,1255,1528,1481)
article-body-continued: ಚಾಮರಾಜನಗರ ಜಿಲ್ಲೆಗೆ ಮತ್ತೊಂದು ನವೋದಯ ವಿದ್ಯಾಲಯ ಮಂಜೂರು ಮಾಡಬೇಕು ಹಾಗೂ ಜಿಲ್ಲೆಯ ಹೊಂಡರಬಾಳುವಿನಲ್ಲಿರುವ ನವೋದಯ ಶಾಲೆಗೆ ಮೂಲಸೌಕರ್ಯ ಕಲ್ಪಿಸುವಂತೆ ಲೋಕಸಭಾ ಸದಸ್ಯರಾದ ಸುನೀಲ್ ಬೋಸ್ ಅವರು ಕೇಂದ್ರ ಶಿಕ್ಷಣ ಸಚಿವರಿಗೆ ಮನವಿ ಮಾಡಿದರು. ಮಂಗಳವಾರ ನವದೆಹಲಿಯಲ್ಲಿ ಕೇಂದ್ರ ಶಿಕ್ಷಣ ಸಚಿವರಾದ ಧರ್ಮೇಂದ್ರ ಪ್ರಧಾನ್ ಅವರನ್ನು ಭೇಟಿ ಮಾಡಿ ಮನವಿ ಪತ್ರ ಸಲ್ಲಿಸಿದರು. ಚಾಮರಾಜನಗರ ಜಿಲ್ಲೆ ಪ್ರಸ್ತುತ ಶೈಕ್ಷಣಿಕ ವಿಷಯದಲ್ಲಿ ಹಿಂದುಳಿದಿದ್ದು ಹೆಚ್ಚಿನ ಶಾಲೆಗಳ ಅಗತ್ಯವಿದೆ. ವಿದ್ಯಾಲಯದ ಅಗತ್ಯವನ್ನು ಗುರುತಿಸಲಾಗಿದೆ. ಹಾಗಾಗಿ ಇನ್ನೊಂದು ನವೋದಯ ಶಾಲೆಯನ್ನು ಮಂಜೂರು ಮಾಡಿ ಜಿಲ್ಲೆಯ ಶೈಕ್ಷಣಿಕ ಪ್ರಗತಿಗೆ ಕೈಜೋಡಿಸಬೇಕು ಎಂದು ಲೋಕಸಭಾ ಸದಸ್ಯರು ಮನವಿ ಮಾಡಿದರು. ಅಲ್ಲದೇ ಜಿಲ್ಲೆಯ ಹೊಂಡರಬಾಳುವಿನಲ್ಲಿ ಇರುವ ಜವಾಹರ್ ನವೋದಯ ವಿದ್ಯಾಲಯ ಪ್ರತಿಷ್ಠಿತ ಶಾಲೆಯಲ್ಲಿ 460 ವಿದ್ಯಾರ್ಥಿಗಳು ವ್ಯಾಸಂಗ ಮಾಡುತ್ತಿದ್ದಾರೆ. ಸಂಬಂಧಪಟ್ಟ ಅಧಿಕಾರಿಗಳಿಗೆ ಸೂಚನೆ ನೀಡಬೇಕು ಎಂದು ಮನವಿಯಲ್ಲಿ ತಿಳಿಸಿದ್ದಾರೆ. xyxy=(831,769,1088,977)
dateline: ಚಾಮರಾಜನಗರ: xyxy=(8,1036,67,1049)
logo-word-1: ಸಂಜೆ xyxy=(78,10,131,46)
law-event-photo xyxy=(8,1846,641,2141)
hudde-story xyxy=(1102,1481,1528,1765)
divider xyxy=(330,1252,1528,1254)
article-photo xyxy=(8,562,322,656)
article-body: ಚಾಮರಾಜನಗರ ಜಿಲ್ಲೆಗೆ ಮತ್ತೊಂದು ನವೋದಯ ವಿದ್ಯಾಲಯ ಮಂಜೂರು ಮಾಡಬೇಕು ಹಾಗೂ ಜಿಲ್ಲೆಯ ಹೊಂಡರಬಾಳುವಿನಲ್ಲಿರುವ ನವೋದಯ ಶಾಲೆಗೆ ಮೂಲಸೌಕರ್ಯ ಕಲ್ಪಿಸುವಂತೆ ಲೋಕಸಭಾ ಸದಸ್ಯರಾದ ಸುನೀಲ್ ಬೋಸ್ ಅವರು ಕೇಂದ್ರ ಶಿಕ್ಷಣ ಸಚಿವರಿಗೆ ಮನವಿ ಮಾಡಿದರು. ಮಂಗಳವಾರ ನವದೆಹಲಿಯಲ್ಲಿ ಕೇಂದ್ರ ಶಿಕ್ಷಣ ಸಚಿವರಾದ ಧರ್ಮೇಂದ್ರ ಪ್ರಧಾನ್ ಅವರನ್ನು ಭೇಟಿ ಮಾಡಿ ಮನವಿ ಪತ್ರ ಸಲ್ಲಿಸಿದರು. ಚಾಮರಾಜನಗರ ಜಿಲ್ಲೆ ಪ್ರಸ್ತುತ ಶೈಕ್ಷಣಿಕ ವಿಷಯದಲ್ಲಿ ಹಿಂದುಳಿದಿದ್ದು ಹೆಚ್ಚಿನ ಶಾಲೆಗಳ ಅಗತ್ಯವಿದೆ. ವಿದ್ಯಾಲಯದ ಅಗತ್ಯವನ್ನು ಗುರುತಿಸಲಾಗಿದೆ. ಹಾಗಾಗಿ ಇನ್ನೊಂದು ನವೋದಯ ಶಾಲೆಯನ್ನು ಮಂಜೂರು ಮಾಡಿ ಜಿಲ್ಲೆಯ ಶೈಕ್ಷಣಿಕ ಪ್ರಗತಿಗೆ ಕೈಜೋಡಿಸಬೇಕು ಎಂದು ಲೋಕಸಭಾ ಸದಸ್ಯರು ಮನವಿ ಮಾಡಿದರು. ಅಲ್ಲದೇ ಜಿಲ್ಲೆಯ ಹೊಂಡರಬಾಳುವಿನಲ್ಲಿ ಇರುವ ಜವಾಹರ್ ನವೋದಯ ವಿದ್ಯಾಲಯ ಪ್ರತಿಷ್ಠಿತ ಶಾಲೆಯಲ್ಲಿ 460 ವಿದ್ಯಾರ್ಥಿಗಳು ವ್ಯಾಸಂಗ ಮಾಡುತ್ತಿದ್ದಾರೆ. ಸಂಬಂಧಪಟ್ಟ ಅಧಿಕಾರಿಗಳಿಗೆ ಸೂಚನೆ ನೀಡಬೇಕು ಎಂದು ಮನವಿಯಲ್ಲಿ ತಿಳಿಸಿದ್ದಾರೆ. xyxy=(342,769,575,1009)
building-sign: ಸರ್ಕಾರದ ಹೆಸರು ದೇವರ ಹೆಸರು xyxy=(1252,1877,1485,1905)
article-body: ಕರ್ನಾಟಕ ರಾಜ್ಯದ ಪ್ರತಿ ಮಹತ್ವಾಕಾಂಕ್ಷೆ ಯೋಜನೆಯಾದ ಯುವನಿಧಿ ಯೋಜನೆಯಲ್ಲಿ ಪದವಿ/ಸ್ನಾತಕೋತ್ತರ ಪದವಿ ಮತ್ತು ಡಿಪ್ಲೊಮಾ ವ್ಯಾಸಂಗ ಮಾಡಿ 2022-23 ಹಾಗೂ 2023-24ನೇ ಶೈಕ್ಷಣಿಕ ವರ್ಷದಲ್ಲಿ ಉತ್ತೀರ್ಣರಾದ ನಿರುದ್ಯೋಗಿಗಳು ಪ್ರತಿ ತಿಂಗಳು 25ನೇ ತಾರೀಖಿನೊಳಗಾಗಿ ಸ್ವಯಂ ಘೋಷಣೆ ಮಾಡುವುದು ಕಡ್ಡಾಯ. ಈಗಾಗಲೇ ಸೇವಾಸಿಂಧು ಪೋರ್ಟಲ್‌ನಲ್ಲಿ ನೋಂದಾಯಿಸಿಕೊಂಡಿರುವ ಫಲಾನುಭವಿಗಳು ನಿರುದ್ಯೋಗ ಭತ್ಯೆ ಪಡೆಯಲು https://sevasindhugs.karnataka.gov.in ವೆಬ್‌ಸೈಟ್ ಮೂಲಕ ಘೋಷಣೆ ಸಲ್ಲಿಸಬೇಕು ಎಂದು ಜಿಲ್ಲಾ ಉದ್ಯೋಗಾಧಿಕಾರಿ ತಿಳಿಸಿದ್ದಾರೆ. xyxy=(1108,736,1522,830)
subheadline: ಹೊಂಡರಬಾಳು ನವೋದಯ ಶಾಲೆಗೆ ಮೂಲಸೌಕರ್ಯ ಕಲ್ಪಿಸಲು ಲೋಕಸಭಾ ಸದಸ್ಯ ಸುನೀಲ್ ಬೋಸ್ ಮನವಿ xyxy=(410,702,1019,756)
navodaya-photo xyxy=(586,771,820,1097)
headline-line-2: ವ್ಯಾಪ್ತಿಯಲ್ಲಿ ವಿದ್ಯುತ್ ವ್ಯತ್ಯಯ xyxy=(1203,1294,1426,1321)
protest-story xyxy=(662,1768,1528,2408)
